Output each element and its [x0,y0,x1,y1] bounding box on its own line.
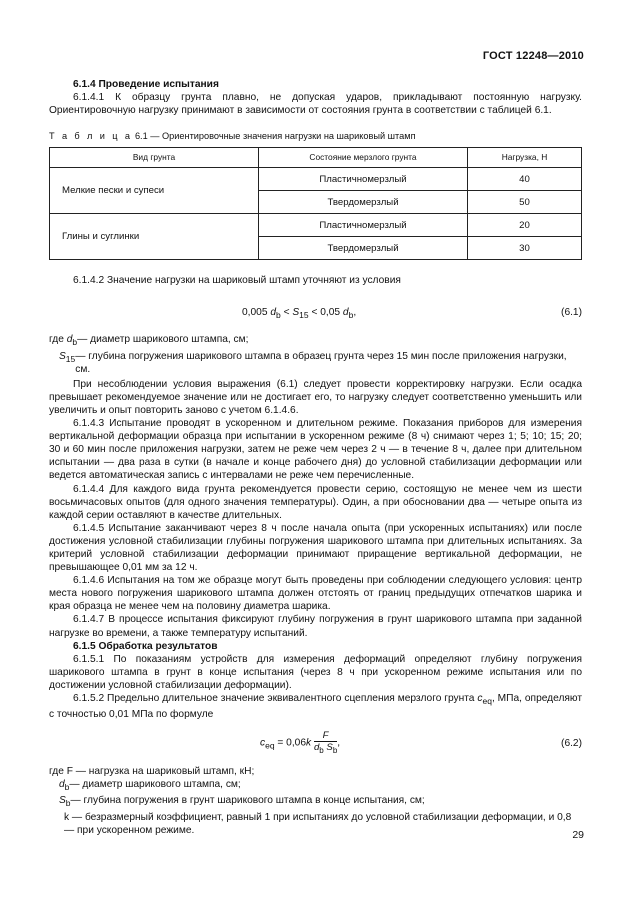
load-cell: 40 [468,168,582,191]
table-row [50,214,582,237]
table-caption [49,130,582,143]
header-soil-type: Вид грунта [50,148,259,168]
paragraph-6-1-4-1: 6.1.4.1 К образцу грунта плавно, не допуская ударов, прикладывают постоянную нагрузку. Ориентировочную нагрузку принимают в зависимости от состояния грунта в соответствии с таблицей 6.1. [49,92,582,117]
section-title-6-1-4: 6.1.4 Проведение испытания [73,79,219,90]
document-id-header: ГОСТ 12248—2010 [482,50,584,62]
load-table [49,147,582,260]
load-cell: 20 [468,214,582,237]
formula-6-1-expression: 0,005 $d_b < S_{15} < 0,05$ $d_b$, [242,307,357,321]
definition-db: где $d_b$ — диаметр шарикового штампа, см; [49,334,249,348]
table-header-row [50,148,582,168]
state-cell: Пластичномерзлый [259,214,468,237]
formula-6-2-number: (6.2) [561,738,582,750]
load-cell: 50 [468,191,582,214]
definition-s15: $S_{15}$ — глубина погружения шарикового штампа в образец грунта через 15 мин после приложения нагрузки, см. [59,350,567,375]
formula-fraction: $\frac{F}{d_b S_b}$ [313,730,338,756]
table-caption-text: 6.1 — Ориентировочные значения нагрузки на шариковый штамп [134,131,416,142]
state-cell: Пластичномерзлый [259,168,468,191]
page-number: 29 [572,829,584,841]
definition-F: где F — нагрузка на шариковый штамп, кН; [49,766,255,778]
definition-Sb: $S_b$ — глубина погружения в грунт шарикового штампа в конце испытания, см; [59,795,425,809]
formula-6-1-number: (6.1) [561,307,582,319]
paragraph-6-1-5-2: 6.1.5.2 Предельно длительное значение эквивалентного сцепления мерзлого грунта $c_{eq}$, МПа, определяют с точностью 0,01 МПа по формуле [49,693,582,721]
state-cell: Твердомерзлый [259,237,468,260]
paragraph-6-1-4-7: 6.1.4.7 В процессе испытания фиксируют глубину погружения в грунт шарикового штампа при заданной нагрузке во времени, а также температуру испытаний. [49,614,582,639]
load-cell: 30 [468,237,582,260]
paragraph-6-1-4-2: 6.1.4.2 Значение нагрузки на шариковый штамп уточняют из условия [73,275,401,287]
paragraph-6-1-4-4: 6.1.4.4 Для каждого вида грунта рекомендуется провести серию, состоящую не менее чем из шести восьмичасовых опытов (для одного значения температуры). Один, а при обосновании два — четыре опыта из каждой серии оставляют в качестве длительных. [49,483,582,521]
soil-type-cell: Мелкие пески и супеси [50,168,259,214]
formula-6-1 [49,301,582,327]
state-cell: Твердомерзлый [259,191,468,214]
formula-6-2-expression: $c_{eq} = 0,06k$ $\frac{F}{d_b S_b}$ , [260,730,341,756]
paragraph-correction: При несоблюдении условия выражения (6.1) следует провести корректировку нагрузки. Если осадка превышает рекомендуемое значение или не достигает его, то нагрузку следует соответственно уменьшить или увеличить и опыт повторить заново с учетом 6.1.4.6. [49,378,582,416]
definitions-6-1 [49,333,582,375]
paragraph-6-1-5-1: 6.1.5.1 По показаниям устройств для измерения деформаций определяют глубину погружения шарикового штампа в грунт в конце испытания (через 8 ч при ускоренном режиме испытания или по достижении условной стабилизации деформации). [49,653,582,691]
table-caption-label: Т а б л и ц а [49,131,133,142]
soil-type-cell: Глины и суглинки [50,214,259,260]
definitions-6-2 [49,765,582,837]
formula-6-2 [49,727,582,761]
definition-k: k — безразмерный коэффициент, равный 1 при испытаниях до условной стабилизации деформации, и 0,8 — при ускоренном режиме. [64,811,572,836]
header-frozen-state: Состояние мерзлого грунта [259,148,468,168]
section-title-6-1-5: 6.1.5 Обработка результатов [73,640,218,652]
definition-db: $d_b$ — диаметр шарикового штампа, см; [59,779,241,793]
table-row [50,168,582,191]
page-content [49,78,582,837]
paragraph-6-1-4-3: 6.1.4.3 Испытание проводят в ускоренном и длительном режиме. Показания приборов для измерения вертикальной деформации образца при испытании в ускоренном режиме (8 ч) снимают через 1; 5; 10; 15; 20; 30 и 60 мин после приложения нагрузки, затем не реже чем через 2 ч — в течение 8 ч, далее при длительном испытании — два раза в сутки (в начале и конце рабочего дня) до условной стабилизации деформации или ведется автоматическая запись с интервалами не реже чем перечисленные. [49,418,582,482]
paragraph-6-1-4-6: 6.1.4.6 Испытания на том же образце могут быть проведены при соблюдении следующего условия: центр места нового погружения шарикового штампа должен отстоять от границ предыдущих отпечатков шарика и края образца не менее чем на половину диаметра шарика. [49,575,582,613]
header-load: Нагрузка, Н [468,148,582,168]
paragraph-6-1-4-5: 6.1.4.5 Испытание заканчивают через 8 ч после начала опыта (при ускоренных испытаниях) или после достижения условной стабилизации глубины погружения шарикового штампа при длительных испытаниях. За критерий условной стабилизации деформации принимают приращение вертикальной деформации, не превышающее 0,01 мм за 12 ч. [49,522,582,574]
